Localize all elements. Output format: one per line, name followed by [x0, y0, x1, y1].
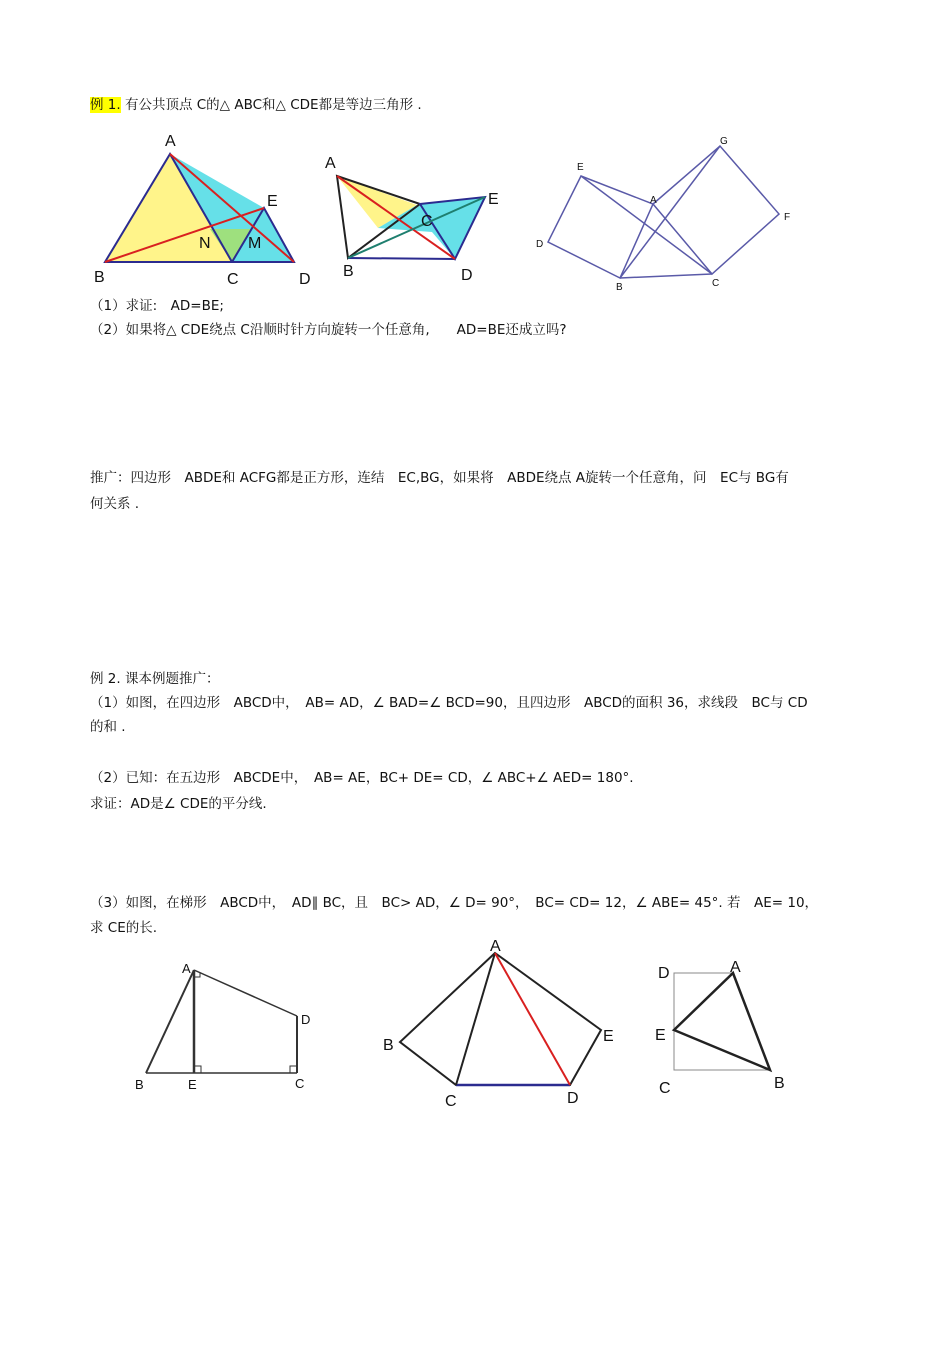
fig3-label-e: E [577, 162, 584, 173]
example-2-part-3-line-2: 求 CE的长. [90, 920, 158, 936]
fig1-label-a: A [165, 133, 176, 150]
fig3-label-g: G [720, 136, 728, 147]
fig5-label-e: E [603, 1028, 614, 1045]
fig3-label-b: B [616, 282, 623, 293]
figure-6-square-triangle [655, 959, 785, 1097]
fig4-right-angle-c [290, 1066, 297, 1073]
fig6-label-b: B [774, 1075, 785, 1092]
fig3-label-f: F [784, 212, 791, 223]
figure-3-labels [536, 136, 790, 293]
fig2-label-e: E [488, 191, 499, 208]
fig3-segment-bg [620, 146, 720, 278]
fig5-label-c: C [445, 1093, 457, 1110]
fig3-segment-ec [581, 176, 712, 274]
fig1-label-n: N [199, 235, 211, 252]
extension-line-2: 何关系 . [90, 496, 140, 512]
figure-2-rotated-triangles [325, 155, 499, 284]
fig6-label-d: D [658, 965, 670, 982]
fig5-pentagon-outline [400, 953, 601, 1085]
fig3-label-a: A [650, 195, 657, 206]
fig5-label-a: A [490, 938, 501, 955]
example-1-question-1: （1）求证: AD=BE; [90, 298, 224, 314]
fig1-label-e: E [267, 193, 278, 210]
fig1-label-c: C [227, 271, 239, 288]
example-2-title: 例 2. 课本例题推广： [90, 671, 220, 687]
fig3-label-c: C [712, 278, 720, 289]
extension-line-1: 推广：四边形 ABDE和 ACFG都是正方形，连结 EC,BG，如果将 ABDE绕点 A旋转一个任意角，问 EC与 BG有 [90, 470, 789, 486]
example-2-part-2-line-2: 求证：AD是∠ CDE的平分线. [90, 796, 267, 812]
fig2-label-b: B [343, 263, 354, 280]
example-2-part-2-line-1: （2）已知：在五边形 ABCDE中， AB= AE，BC+ DE= CD，∠ ABC+∠ AED= 180°. [90, 770, 634, 786]
fig4-segment-ab [146, 970, 194, 1073]
figure-5-pentagon [383, 938, 614, 1110]
fig5-segment-ac [456, 953, 495, 1085]
fig3-label-d: D [536, 239, 544, 250]
example-2-part-3-line-1: （3）如图，在梯形 ABCD中， AD∥ BC，且 BC> AD，∠ D= 90°， BC= CD= 12，∠ ABE= 45°. 若 AE= 10， [90, 895, 819, 911]
figure-4-quadrilateral [146, 970, 297, 1073]
fig2-label-a: A [325, 155, 336, 172]
fig2-segment-bd [348, 258, 455, 259]
fig1-label-b: B [94, 269, 105, 286]
fig4-label-d: D [301, 1012, 311, 1027]
fig5-label-d: D [567, 1090, 579, 1107]
fig4-label-e: E [188, 1077, 197, 1092]
fig4-label-b: B [135, 1077, 144, 1092]
fig2-label-c: C [421, 213, 433, 230]
example-2-part-1-line-2: 的和 . [90, 719, 126, 735]
example-1-label: 例 1. [90, 97, 121, 113]
fig4-segment-ad [194, 970, 297, 1016]
fig6-label-a: A [730, 959, 741, 976]
fig6-label-e: E [655, 1027, 666, 1044]
fig6-triangle-abe [674, 973, 770, 1070]
example-1-question-2: （2）如果将△ CDE绕点 C沿顺时针方向旋转一个任意角, AD=BE还成立吗? [90, 322, 567, 338]
fig5-label-b: B [383, 1037, 394, 1054]
figure-1-equilateral-triangles [94, 133, 311, 288]
fig1-label-m: M [248, 235, 262, 252]
fig3-segment-bc [620, 274, 712, 278]
fig4-label-c: C [295, 1076, 305, 1091]
fig2-label-d: D [461, 267, 473, 284]
fig4-label-a: A [182, 961, 191, 976]
fig6-label-c: C [659, 1080, 671, 1097]
fig5-segment-ad [495, 953, 570, 1085]
example-1-statement: 有公共顶点 C的△ ABC和△ CDE都是等边三角形 . [120, 97, 422, 113]
example-2-part-1-line-1: （1）如图，在四边形 ABCD中， AB= AD，∠ BAD=∠ BCD=90，且四边形 ABCD的面积 36，求线段 BC与 CD [90, 695, 808, 711]
fig6-square-outline [674, 973, 770, 1070]
fig1-label-d: D [299, 271, 311, 288]
